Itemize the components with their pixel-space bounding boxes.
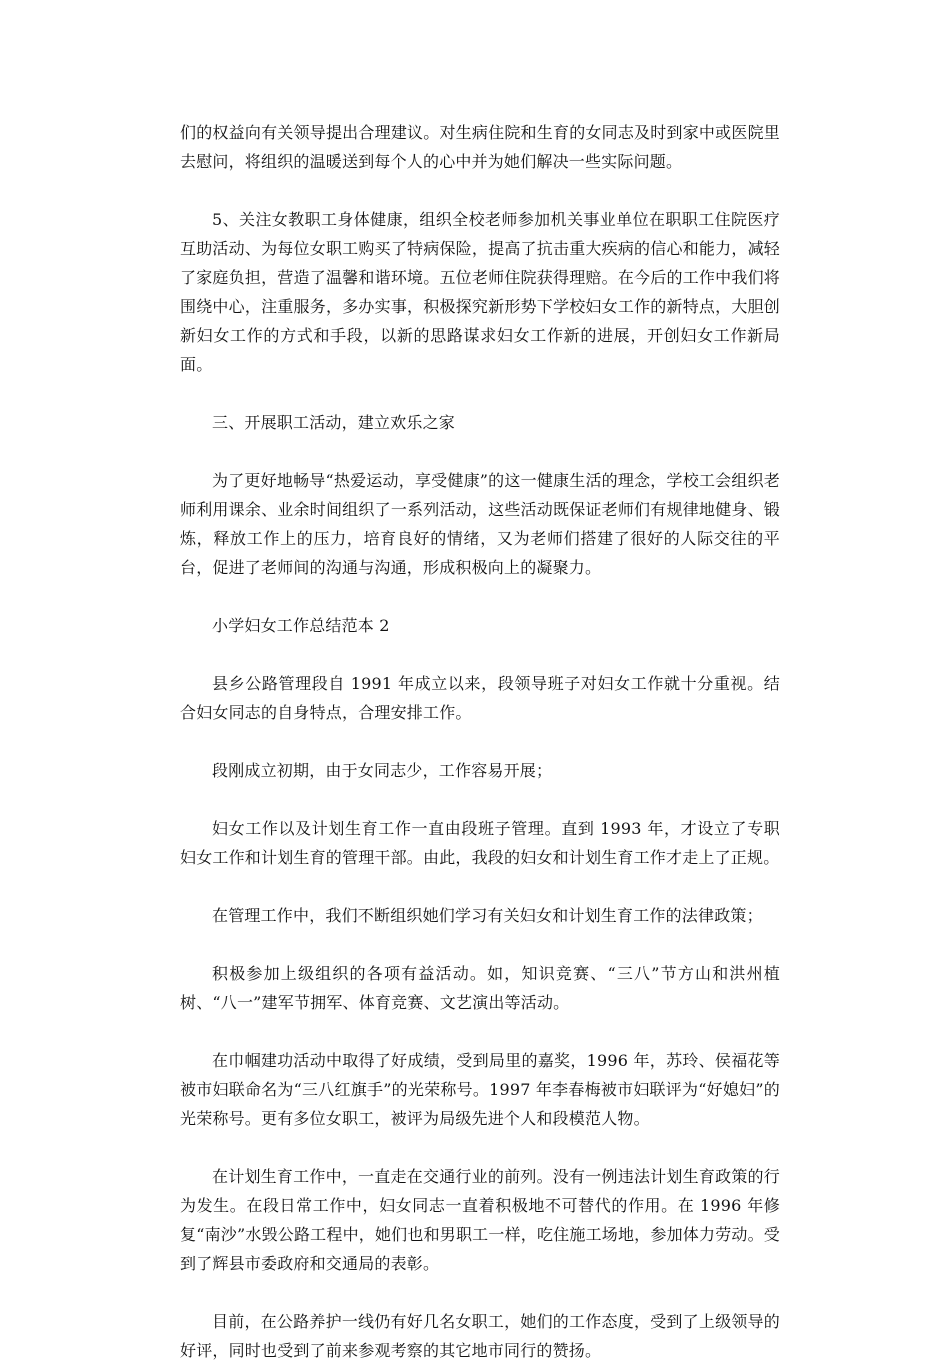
paragraph-health-care: 5、关注女教职工身体健康，组织全校老师参加机关事业单位在职职工住院医疗互助活动、为每位女职工购买了特病保险，提高了抗击重大疾病的信心和能力，减轻了家庭负担，营造了温馨和谐环境。五位老师住院获得理赔。在今后的工作中我们将围绕中心，注重服务，多办实事，积极探究新形势下学校妇女工作的新特点，大胆创新妇女工作的方式和手段，以新的思路谋求妇女工作新的进展，开创妇女工作新局面。	[180, 210, 780, 374]
section-heading-activities: 三、开展职工活动，建立欢乐之家	[212, 413, 456, 432]
paragraph-awards: 在巾帼建功活动中取得了好成绩，受到局里的嘉奖，1996 年，苏玲、侯福花等被市妇联命名为“三八红旗手”的光荣称号。1997 年李春梅被市妇联评为“好媳妇”的光荣称号。更有多位女职工，被评为局级先进个人和段模范人物。	[180, 1051, 780, 1128]
paragraph-early-period: 段刚成立初期，由于女同志少，工作容易开展；	[212, 761, 553, 780]
document-body	[180, 118, 780, 1365]
paragraph-activities: 为了更好地畅导“热爱运动，享受健康”的这一健康生活的理念，学校工会组织老师利用课余、业余时间组织了一系列活动，这些活动既保证老师们有规律地健身、锻炼，释放工作上的压力，培育良好的情绪，又为老师们搭建了很好的人际交往的平台，促进了老师间的沟通与沟通，形成积极向上的凝聚力。	[180, 471, 780, 577]
paragraph-current: 目前，在公路养护一线仍有好几名女职工，她们的工作态度，受到了上级领导的好评，同时也受到了前来参观考察的其它地市同行的赞扬。	[180, 1312, 780, 1360]
paragraph-family-planning: 在计划生育工作中，一直走在交通行业的前列。没有一例违法计划生育政策的行为发生。在段日常工作中，妇女同志一直着积极地不可替代的作用。在 1996 年修复“南沙”水毁公路工程中，她们也和男职工一样，吃住施工场地，参加体力劳动。受到了辉县市委政府和交通局的表彰。	[180, 1167, 780, 1273]
paragraph-intro: 县乡公路管理段自 1991 年成立以来，段领导班子对妇女工作就十分重视。结合妇女同志的自身特点，合理安排工作。	[180, 674, 780, 722]
paragraph-continuation: 们的权益向有关领导提出合理建议。对生病住院和生育的女同志及时到家中或医院里去慰问，将组织的温暖送到每个人的心中并为她们解决一些实际问题。	[180, 123, 780, 171]
paragraph-study: 在管理工作中，我们不断组织她们学习有关妇女和计划生育工作的法律政策；	[212, 906, 763, 925]
paragraph-management: 妇女工作以及计划生育工作一直由段班子管理。直到 1993 年，才设立了专职妇女工作和计划生育的管理干部。由此，我段的妇女和计划生育工作才走上了正规。	[180, 819, 780, 867]
paragraph-participation: 积极参加上级组织的各项有益活动。如，知识竞赛、“三八”节方山和洪州植树、“八一”建军节拥军、体育竞赛、文艺演出等活动。	[180, 964, 780, 1012]
document-title-2: 小学妇女工作总结范本 2	[212, 616, 390, 635]
